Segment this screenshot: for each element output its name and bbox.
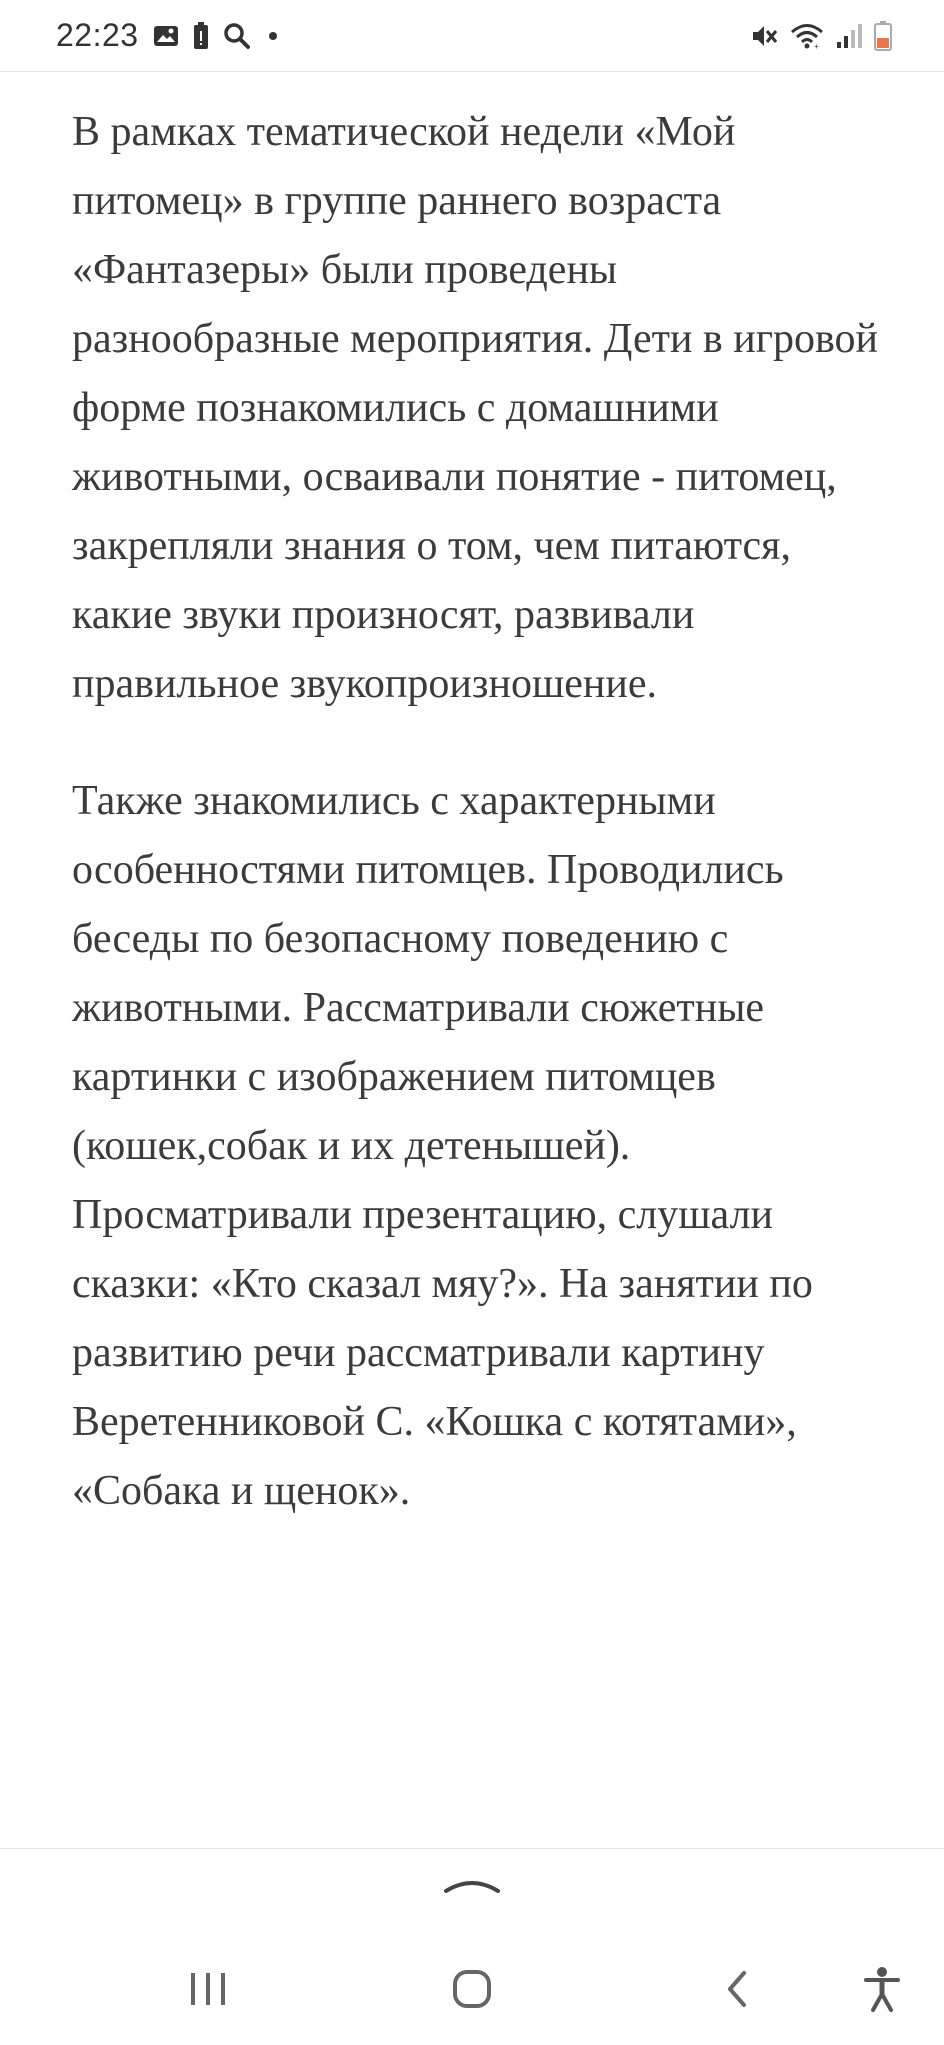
wifi-icon xyxy=(790,22,824,50)
accessibility-icon xyxy=(862,1966,902,2012)
battery-saver-icon xyxy=(193,22,209,50)
home-icon xyxy=(451,1968,493,2010)
battery-icon xyxy=(874,21,892,51)
status-right xyxy=(750,21,892,51)
article-body xyxy=(72,98,892,1574)
dot-icon xyxy=(269,32,277,40)
status-bar xyxy=(0,0,944,72)
mute-icon xyxy=(750,22,778,50)
bottom-bar xyxy=(0,1848,944,2045)
signal-icon xyxy=(836,22,862,50)
accessibility-button[interactable] xyxy=(862,1965,902,2013)
svg-text:+: + xyxy=(814,41,819,50)
image-icon xyxy=(153,24,179,48)
paragraph-1: В рамках тематической недели «Мой питомец» в группе раннего возраста «Фантазеры» были проведены разнообразные мероприятия. Дети в игровой форме познакомились с домашними животными, осваивали понятие - питомец, закрепляли знания о том, чем питаются, какие звуки произносят, развивали правильное звукопроизношение. xyxy=(72,109,878,707)
recent-apps-button[interactable] xyxy=(188,1967,228,2011)
recent-apps-icon xyxy=(188,1971,228,2007)
home-button[interactable] xyxy=(451,1967,493,2011)
status-left xyxy=(56,17,277,54)
back-icon xyxy=(722,1969,752,2009)
status-time: 22:23 xyxy=(56,17,139,53)
back-button[interactable] xyxy=(720,1967,754,2011)
paragraph-2: Также знакомились с характерными особенностями питомцев. Проводились беседы по безопасному поведению с животными. Рассматривали сюжетные картинки с изображением питомцев (кошек,собак и их детенышей). Просматривали презентацию, слушали сказки: «Кто сказал мяу?». На занятии по развитию речи рассматривали картину Веретенниковой С. «Кошка с котятами», «Собака и щенок». xyxy=(72,778,813,1514)
expand-handle-icon[interactable] xyxy=(442,1871,502,1901)
navigation-bar xyxy=(0,1949,944,2029)
search-icon xyxy=(223,22,251,50)
